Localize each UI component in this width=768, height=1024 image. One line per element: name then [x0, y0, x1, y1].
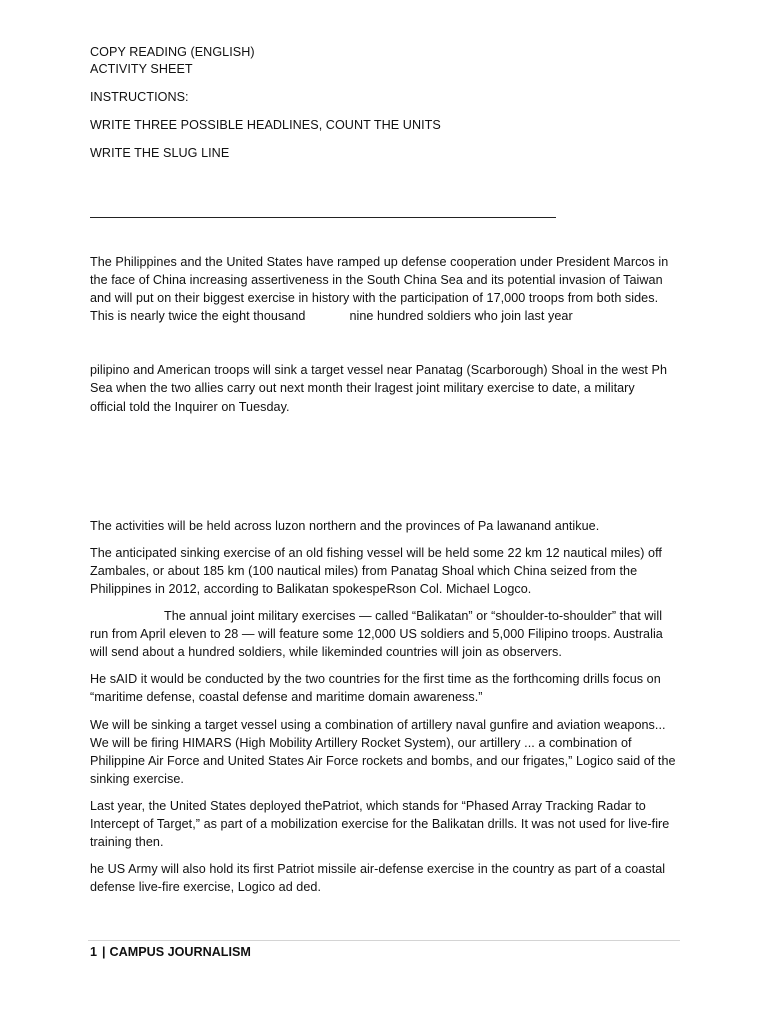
paragraph-line-part: This is nearly twice the eight thousand: [90, 309, 306, 324]
paragraph-line: training then.: [90, 835, 164, 850]
footer-label: CAMPUS JOURNALISM: [109, 945, 251, 959]
document-body: [90, 44, 680, 896]
paragraph-line: defense live-fire exercise, Logico ad ded.: [90, 880, 322, 895]
paragraph-line: Sea when the two allies carry out next month their lragest joint military exercise to date, a military: [90, 381, 635, 396]
instructions-label: INSTRUCTIONS:: [90, 90, 189, 104]
document-subtitle: ACTIVITY SHEET: [90, 62, 193, 76]
paragraph-line: pilipino and American troops will sink a target vessel near Panatag (Scarborough) Shoal in the west Ph: [90, 363, 668, 378]
document-title: COPY READING (ENGLISH): [90, 45, 255, 59]
paragraph-line-part: The annual joint military exercises — called “Balikatan” or “shoulder-to-shoulder” that will: [164, 609, 663, 624]
page-footer: [90, 945, 251, 959]
paragraph-line: “maritime defense, coastal defense and maritime domain awareness.”: [90, 690, 483, 705]
paragraph-line: official told the Inquirer on Tuesday.: [90, 399, 290, 414]
paragraph-7: [90, 716, 680, 788]
paragraph-line: he US Army will also hold its first Patriot missile air-defense exercise in the country as part of a coastal: [90, 862, 666, 877]
paragraph-line: run from April eleven to 28 — will feature some 12,000 US soldiers and 5,000 Filipino troops. Australia: [90, 627, 663, 642]
paragraph-line: The Philippines and the United States have ramped up defense cooperation under President Marcos in: [90, 255, 669, 269]
paragraph-line: The anticipated sinking exercise of an old fishing vessel will be held some 22 km 12 nautical miles) off: [90, 545, 662, 560]
answer-rule-line: [90, 204, 680, 221]
paragraph-2: [90, 361, 680, 415]
paragraph-line: Philippines in 2012, according to Balikatan spokespeRson Col. Michael Logco.: [90, 581, 532, 596]
paragraph-line: We will be sinking a target vessel using a combination of artillery naval gunfire and aviation weapons...: [90, 717, 666, 732]
footer-separator: |: [102, 945, 106, 959]
instruction-slug-line: WRITE THE SLUG LINE: [90, 146, 230, 160]
paragraph-line: [90, 607, 680, 625]
paragraph-line-part: nine hundred soldiers who join last year: [349, 309, 573, 324]
footer-divider: [88, 940, 680, 941]
paragraph-line: He sAID it would be conducted by the two countries for the first time as the forthcoming drills focus on: [90, 672, 661, 687]
paragraph-3: [90, 517, 680, 535]
instruction-headlines: WRITE THREE POSSIBLE HEADLINES, COUNT THE UNITS: [90, 118, 441, 132]
paragraph-line: the face of China increasing assertiveness in the South China Sea and its potential invasion of Taiwan: [90, 273, 663, 288]
paragraph-line: and will put on their biggest exercise in history with the participation of 17,000 troops from both sides.: [90, 291, 659, 306]
paragraph-line: We will be firing HIMARS (High Mobility Artillery Rocket System), our artillery ... a combination of: [90, 735, 632, 750]
paragraph-4: [90, 544, 680, 598]
paragraph-8: [90, 797, 680, 851]
paragraph-line: Last year, the United States deployed thePatriot, which stands for “Phased Array Tracking Radar to: [90, 798, 646, 813]
paragraph-line: Zambales, or about 185 km (100 nautical miles) from Panatag Shoal which China seized from the: [90, 563, 638, 578]
paragraph-line: sinking exercise.: [90, 771, 184, 786]
paragraph-1: [90, 253, 680, 325]
paragraph-9: [90, 860, 680, 896]
page-number: 1: [90, 945, 98, 959]
paragraph-5: [90, 607, 680, 661]
paragraph-line: The activities will be held across luzon northern and the provinces of Pa lawanand antikue.: [90, 518, 600, 533]
paragraph-line: Philippine Air Force and United States Air Force rockets and bombs, and our frigates,” Logico said of the: [90, 753, 676, 768]
paragraph-line: [90, 307, 680, 325]
paragraph-line: will send about a hundred soldiers, while likeminded countries will join as observers.: [90, 645, 562, 660]
paragraph-line: Intercept of Target,” as part of a mobilization exercise for the Balikatan drills. It was not used for live-fire: [90, 816, 670, 831]
paragraph-6: [90, 670, 680, 706]
